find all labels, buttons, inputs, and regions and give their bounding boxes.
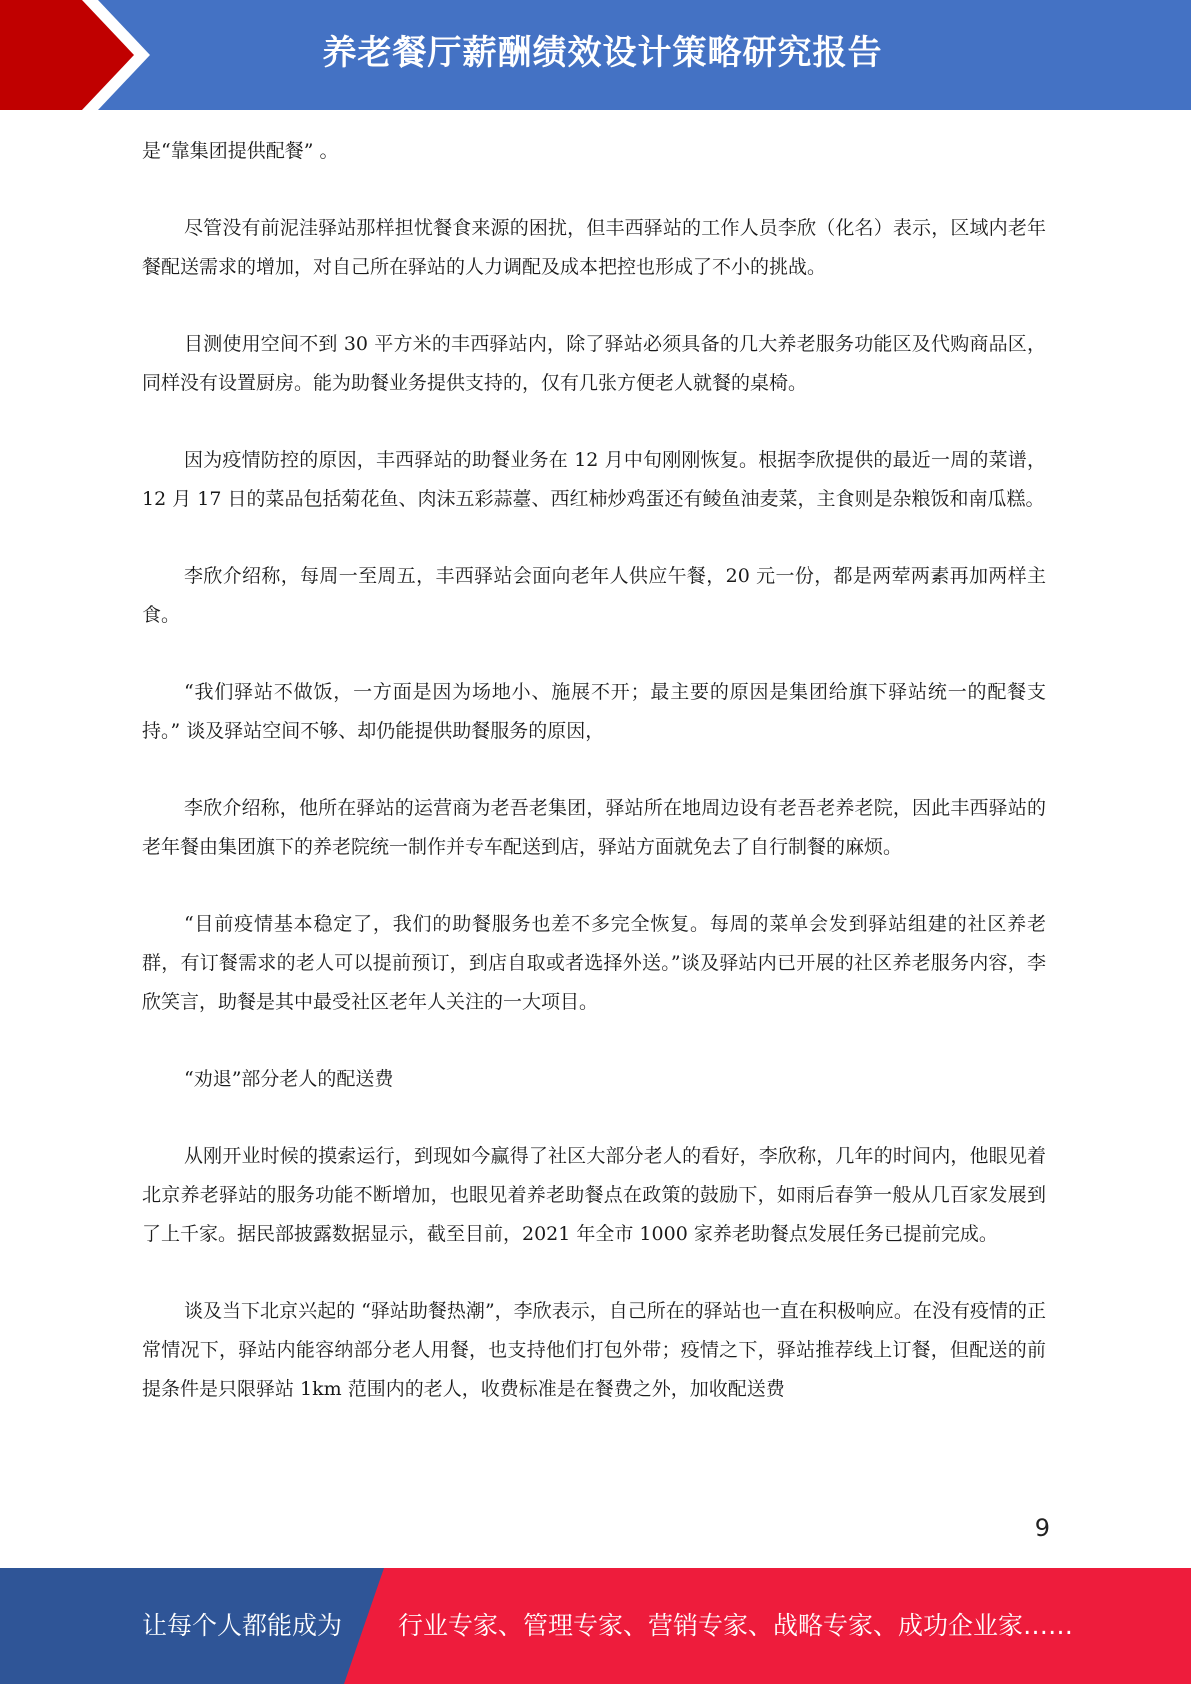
section-subheading: “劝退”部分老人的配送费 [184,1068,394,1090]
header-title: 养老餐厅薪酬绩效设计策略研究报告 [322,33,883,73]
paragraph: 目测使用空间不到 30 平方米的丰西驿站内，除了驿站必须具备的几大养老服务功能区及代购商品区，同样没有设置厨房。能为助餐业务提供支持的，仅有几张方便老人就餐的桌椅。 [142,333,1046,394]
paragraph: “目前疫情基本稳定了，我们的助餐服务也差不多完全恢复。每周的菜单会发到驿站组建的社区养老群，有订餐需求的老人可以提前预订，到店自取或者选择外送。”谈及驿站内已开展的社区养老服务内容，李欣笑言，助餐是其中最受社区老年人关注的一大项目。 [142,913,1046,1013]
paragraph: 是“靠集团提供配餐” 。 [142,140,339,162]
page-header [0,0,1191,110]
footer-slogan-right: 行业专家、管理专家、营销专家、战略专家、成功企业家…… [398,1611,1074,1640]
footer-slogan-left: 让每个人都能成为 [142,1611,343,1640]
paragraph: 李欣介绍称，每周一至周五，丰西驿站会面向老年人供应午餐，20 元一份，都是两荤两素再加两样主食。 [142,565,1046,626]
article-body [142,132,1046,1447]
paragraph: 谈及当下北京兴起的 “驿站助餐热潮”，李欣表示，自己所在的驿站也一直在积极响应。在没有疫情的正常情况下，驿站内能容纳部分老人用餐，也支持他们打包外带；疫情之下，驿站推荐线上订餐，但配送的前提条件是只限驿站 1km 范围内的老人，收费标准是在餐费之外，加收配送费 [142,1300,1046,1400]
paragraph: 李欣介绍称，他所在驿站的运营商为老吾老集团，驿站所在地周边设有老吾老养老院，因此丰西驿站的老年餐由集团旗下的养老院统一制作并专车配送到店，驿站方面就免去了自行制餐的麻烦。 [142,797,1046,858]
page-number: 9 [1034,1514,1050,1542]
paragraph: “我们驿站不做饭，一方面是因为场地小、施展不开；最主要的原因是集团给旗下驿站统一的配餐支持。” 谈及驿站空间不够、却仍能提供助餐服务的原因， [142,681,1046,742]
paragraph: 尽管没有前泥洼驿站那样担忧餐食来源的困扰，但丰西驿站的工作人员李欣（化名）表示，区域内老年餐配送需求的增加，对自己所在驿站的人力调配及成本把控也形成了不小的挑战。 [142,217,1046,278]
page-footer [0,1568,1191,1684]
paragraph: 因为疫情防控的原因，丰西驿站的助餐业务在 12 月中旬刚刚恢复。根据李欣提供的最近一周的菜谱，12 月 17 日的菜品包括菊花鱼、肉沫五彩蒜薹、西红柿炒鸡蛋还有鲮鱼油麦菜，主食则是杂粮饭和南瓜糕。 [142,449,1046,510]
paragraph: 从刚开业时候的摸索运行，到现如今赢得了社区大部分老人的看好，李欣称，几年的时间内，他眼见着北京养老驿站的服务功能不断增加，也眼见着养老助餐点在政策的鼓励下，如雨后春笋一般从几百家发展到了上千家。据民部披露数据显示，截至目前，2021 年全市 1000 家养老助餐点发展任务已提前完成。 [142,1145,1046,1245]
